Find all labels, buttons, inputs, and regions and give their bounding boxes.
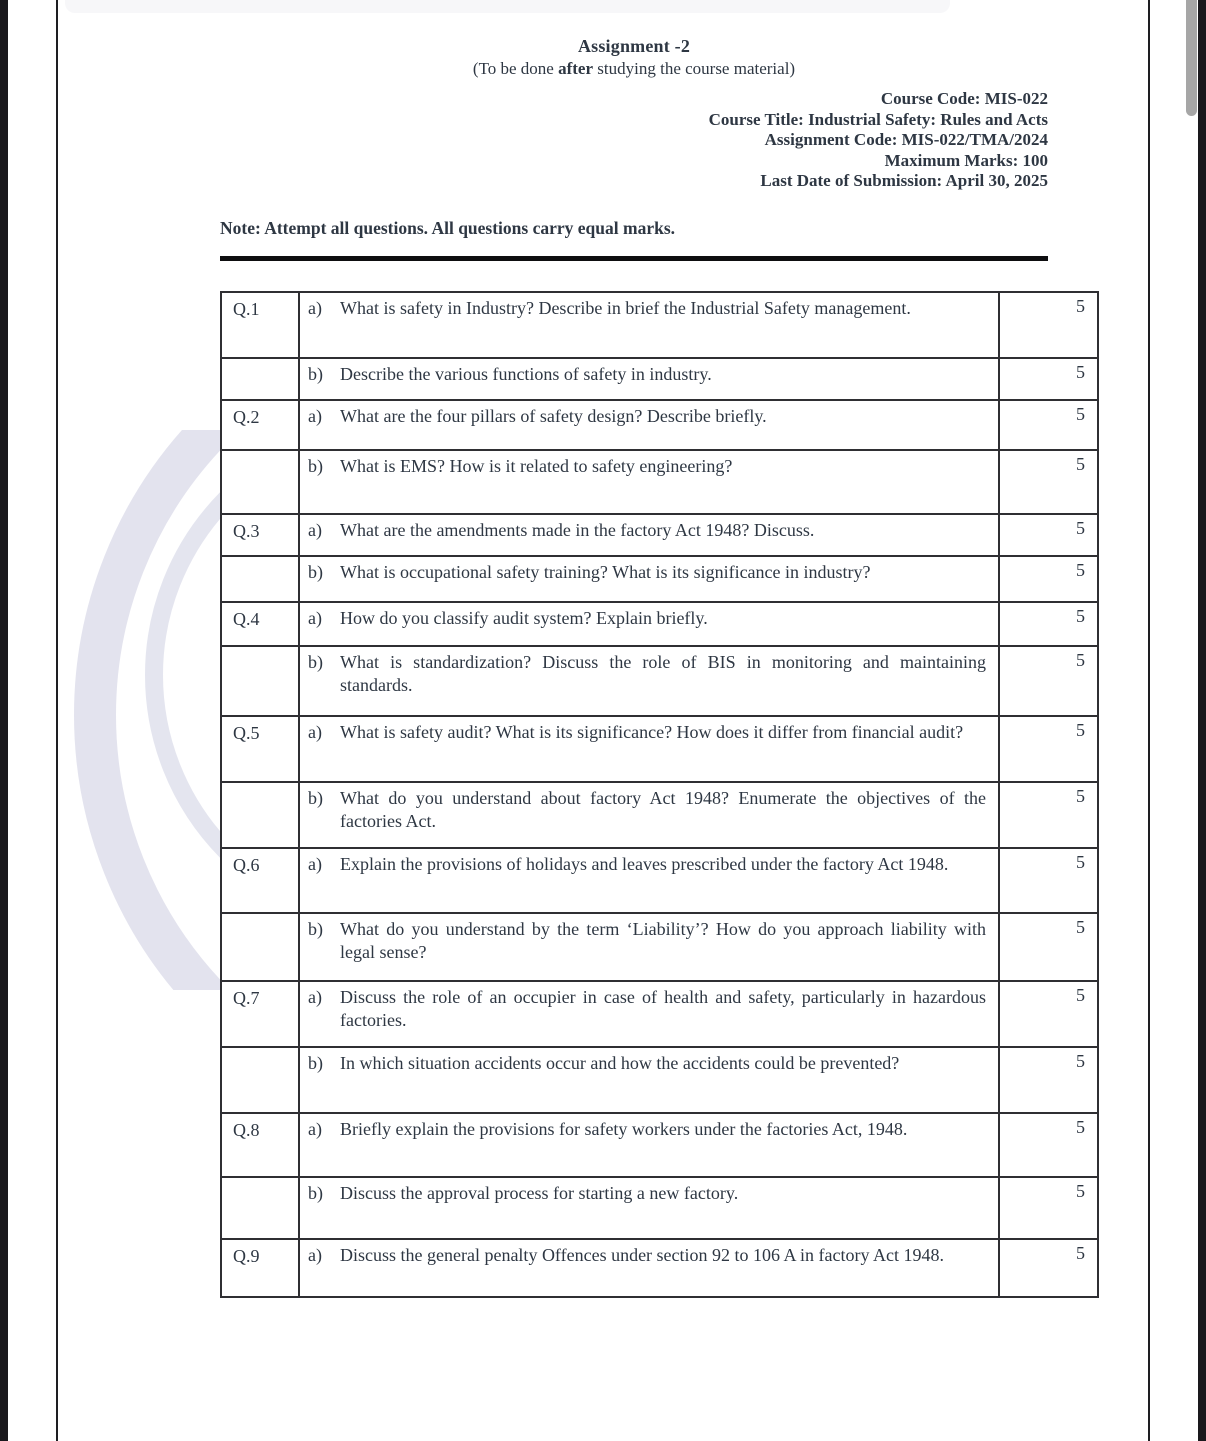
question-part [308,405,986,428]
question-number: Q.3 [221,514,299,556]
part-label: b) [308,561,323,582]
question-part [308,986,986,1033]
question-cell [299,292,999,358]
question-row [221,716,1098,782]
question-cell [299,782,999,848]
question-text: What are the amendments made in the factory Act 1948? Discuss. [340,519,815,540]
question-number [221,358,299,400]
question-row [221,1113,1098,1177]
question-part [308,1182,986,1205]
watermark-arc-outer [74,430,220,990]
question-row [221,556,1098,602]
question-number: Q.6 [221,848,299,913]
question-number [221,450,299,514]
page-margin-line-left [56,0,58,1441]
question-number [221,1047,299,1113]
question-text: What is standardization? Discuss the role of BIS in monitoring and maintaining standards. [340,651,986,695]
part-label: a) [308,1118,322,1139]
question-row [221,358,1098,400]
question-cell [299,716,999,782]
question-cell [299,1113,999,1177]
marks-value: 5 [999,913,1098,981]
watermark [57,430,220,990]
part-label: b) [308,363,323,384]
assignment-title: Assignment -2 [577,36,691,56]
part-label: b) [308,787,323,808]
question-cell [299,1177,999,1239]
marks-value: 5 [999,646,1098,716]
questions-table [220,291,1099,1298]
part-label: a) [308,519,322,540]
marks-value: 5 [999,602,1098,646]
question-cell [299,1047,999,1113]
assignment-subtitle [220,59,1048,79]
question-part [308,721,986,744]
document-page [8,0,1198,1441]
marks-value: 5 [999,358,1098,400]
part-label: a) [308,607,322,628]
part-label: b) [308,651,323,672]
marks-value: 5 [999,981,1098,1047]
question-text: What is occupational safety training? What is its significance in industry? [340,561,871,582]
part-label: b) [308,1182,323,1203]
question-number [221,913,299,981]
question-number: Q.4 [221,602,299,646]
question-cell [299,358,999,400]
horizontal-rule [220,256,1048,261]
marks-value: 5 [999,450,1098,514]
question-part [308,519,986,542]
question-text: What is safety in Industry? Describe in brief the Industrial Safety management. [340,297,911,318]
question-cell [299,514,999,556]
subtitle-suffix: studying the course material) [593,59,796,78]
question-number: Q.2 [221,400,299,450]
assignment-document [220,0,1085,1298]
instructions-note: Note: Attempt all questions. All questions carry equal marks. [220,217,675,238]
question-row [221,981,1098,1047]
question-number: Q.9 [221,1239,299,1297]
question-text: What is safety audit? What is its significance? How does it differ from financial audit? [340,721,964,742]
question-text: Briefly explain the provisions for safety workers under the factories Act, 1948. [340,1118,908,1139]
part-label: a) [308,297,322,318]
course-meta-block [220,89,1048,192]
last-date-of-submission: Last Date of Submission: April 30, 2025 [760,171,1048,190]
marks-value: 5 [999,1113,1098,1177]
question-row [221,1047,1098,1113]
marks-value: 5 [999,514,1098,556]
question-cell [299,981,999,1047]
marks-value: 5 [999,716,1098,782]
part-label: b) [308,455,323,476]
question-text: What do you understand about factory Act 1948? Enumerate the objectives of the factories Act. [340,787,986,831]
course-code: Course Code: MIS-022 [880,89,1048,108]
question-part [308,1052,986,1075]
question-row [221,913,1098,981]
question-part [308,363,986,386]
question-part [308,297,986,320]
question-number [221,646,299,716]
course-title: Course Title: Industrial Safety: Rules and Acts [708,109,1048,129]
question-cell [299,646,999,716]
question-text: What are the four pillars of safety design? Describe briefly. [340,405,767,426]
subtitle-emphasis: after [558,59,594,78]
question-row [221,450,1098,514]
assignment-code: Assignment Code: MIS-022/TMA/2024 [764,130,1048,149]
question-part [308,561,986,584]
question-cell [299,602,999,646]
subtitle-prefix: (To be done [472,59,559,78]
question-cell [299,848,999,913]
question-cell [299,400,999,450]
question-row [221,400,1098,450]
part-label: a) [308,405,322,426]
question-number [221,1177,299,1239]
question-text: What is EMS? How is it related to safety engineering? [340,455,733,476]
question-text: Discuss the role of an occupier in case of health and safety, particularly in hazardous factories. [340,986,986,1030]
marks-value: 5 [999,292,1098,358]
question-cell [299,913,999,981]
question-number: Q.8 [221,1113,299,1177]
question-row [221,514,1098,556]
question-text: Explain the provisions of holidays and leaves prescribed under the factory Act 1948. [340,853,949,874]
part-label: a) [308,986,322,1007]
part-label: b) [308,918,323,939]
question-part [308,1118,986,1141]
marks-value: 5 [999,1177,1098,1239]
question-part [308,651,986,698]
marks-value: 5 [999,848,1098,913]
question-text: Discuss the approval process for starting a new factory. [340,1182,739,1203]
marks-value: 5 [999,1239,1098,1297]
question-cell [299,556,999,602]
marks-value: 5 [999,1047,1098,1113]
watermark-arc-inner [145,430,220,935]
question-text: Discuss the general penalty Offences under section 92 to 106 A in factory Act 1948. [340,1244,945,1265]
question-text: In which situation accidents occur and how the accidents could be prevented? [340,1052,900,1073]
part-label: a) [308,721,322,742]
question-number [221,556,299,602]
question-row [221,782,1098,848]
part-label: b) [308,1052,323,1073]
part-label: a) [308,853,322,874]
question-number: Q.5 [221,716,299,782]
question-number: Q.7 [221,981,299,1047]
question-cell [299,1239,999,1297]
question-cell [299,450,999,514]
scrollbar-thumb[interactable] [1186,0,1197,116]
page-margin-line-right [1148,0,1150,1441]
question-part [308,787,986,834]
marks-value: 5 [999,782,1098,848]
part-label: a) [308,1244,322,1265]
question-row [221,292,1098,358]
maximum-marks: Maximum Marks: 100 [884,150,1048,170]
question-part [308,455,986,478]
question-part [308,1244,986,1267]
question-row [221,1177,1098,1239]
question-part [308,918,986,965]
question-row [221,1239,1098,1297]
question-number: Q.1 [221,292,299,358]
question-row [221,602,1098,646]
question-text: How do you classify audit system? Explain briefly. [340,607,708,628]
question-number [221,782,299,848]
question-row [221,848,1098,913]
question-part [308,607,986,630]
question-text: What do you understand by the term ‘Liability’? How do you approach liability with legal sense? [340,918,986,962]
question-part [308,853,986,876]
question-text: Describe the various functions of safety in industry. [340,363,712,384]
marks-value: 5 [999,400,1098,450]
question-row [221,646,1098,716]
marks-value: 5 [999,556,1098,602]
